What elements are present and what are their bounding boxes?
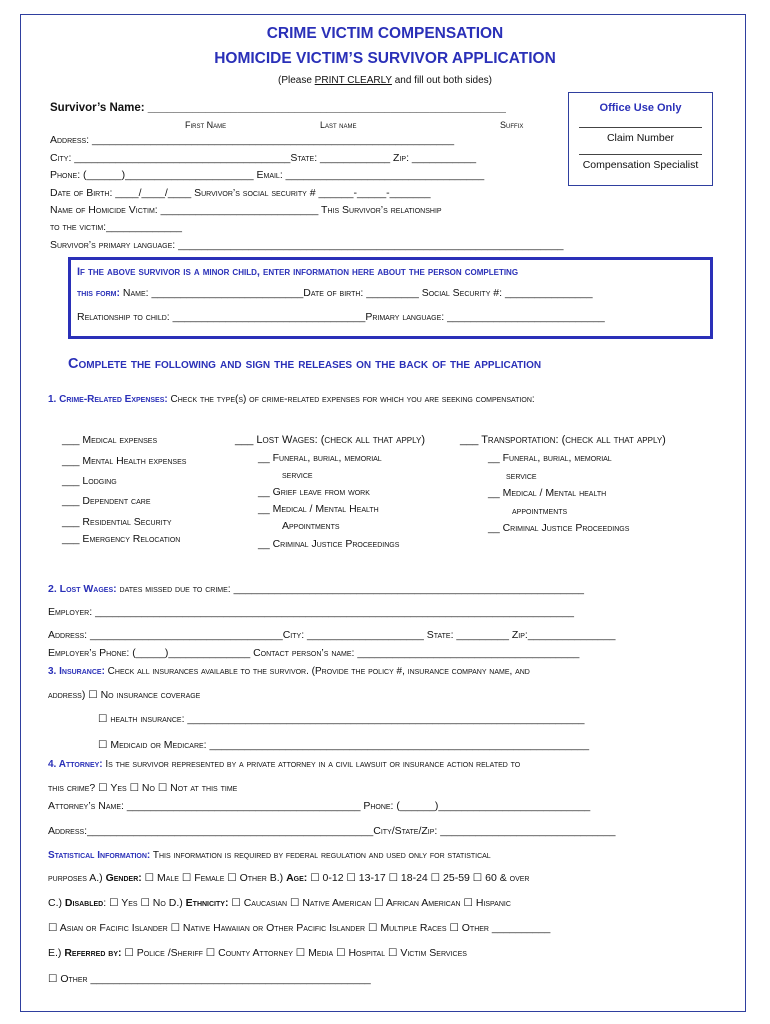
health-insurance-field[interactable]: ☐ health insurance: ____________________________________________________________________ bbox=[98, 713, 585, 725]
expense-transportation[interactable]: ___ Transportation: (check all that apply) bbox=[460, 434, 666, 446]
expense-dependent-care[interactable]: ___ Dependent care bbox=[62, 495, 151, 507]
lost-wages-grief-leave[interactable]: __ Grief leave from work bbox=[258, 486, 370, 498]
office-use-heading: Office Use Only bbox=[599, 102, 682, 114]
specialist-line[interactable] bbox=[579, 154, 702, 155]
disabled-ethnicity-options[interactable]: C.) Disabled: ☐ Yes ☐ No D.) Ethnicity: ☐ Caucasian ☐ Native American ☐ African American ☐ Hispanic bbox=[48, 897, 511, 909]
primary-language-field[interactable]: Survivor’s primary language: __________________________________________________________________ bbox=[50, 239, 564, 251]
lost-wages-funeral-cont: service bbox=[282, 469, 313, 481]
employer-field[interactable]: Employer: __________________________________________________________________________________ bbox=[48, 606, 574, 618]
medicaid-field[interactable]: ☐ Medicaid or Medicare: _________________________________________________________________ bbox=[98, 739, 590, 751]
expense-medical[interactable]: ___ Medical expenses bbox=[62, 434, 158, 446]
section3-insurance-heading: 3. Insurance: Check all insurances available to the survivor. (Provide the policy #, insurance company name, and bbox=[48, 666, 530, 677]
expense-mental-health[interactable]: ___ Mental Health expenses bbox=[62, 455, 187, 467]
relationship-field[interactable]: to the victim:_____________ bbox=[50, 221, 182, 233]
expense-lodging[interactable]: ___ Lodging bbox=[62, 475, 117, 487]
referred-by-options[interactable]: E.) Referred by: ☐ Police /Sheriff ☐ County Attorney ☐ Media ☐ Hospital ☐ Victim Services bbox=[48, 947, 467, 959]
statistical-heading: Statistical Information: This information is required by federal regulation and used only for statistical bbox=[48, 850, 491, 861]
minor-relationship-field[interactable]: Relationship to child: _________________________________Primary language: ___________________________ bbox=[77, 311, 605, 323]
first-name-caption: First Name bbox=[185, 120, 227, 130]
transport-funeral[interactable]: __ Funeral, burial, memorial bbox=[488, 452, 612, 464]
no-insurance-checkbox[interactable]: address) ☐ No insurance coverage bbox=[48, 689, 201, 701]
homicide-victim-field[interactable]: Name of Homicide Victim: ___________________________ This Survivor’s relationship bbox=[50, 204, 442, 216]
lost-wages-medical-cont: Appointments bbox=[282, 520, 340, 532]
section4-attorney-heading: 4. Attorney: Is the survivor represented by a private attorney in a civil lawsuit or insurance action related to bbox=[48, 759, 521, 770]
employer-phone-field[interactable]: Employer’s Phone: (_____)______________ Contact person’s name: ______________________________________ bbox=[48, 647, 580, 659]
transport-criminal-justice[interactable]: __ Criminal Justice Proceedings bbox=[488, 522, 630, 534]
claim-number-line[interactable] bbox=[579, 127, 702, 128]
section2-lost-wages-dates[interactable]: 2. Lost Wages: dates missed due to crime: ____________________________________________________________ bbox=[48, 583, 585, 595]
address-field[interactable]: Address: ______________________________________________________________ bbox=[50, 134, 455, 146]
expense-residential-security[interactable]: ___ Residential Security bbox=[62, 516, 172, 528]
ethnicity-options-2[interactable]: ☐ Asian or Facific Islander ☐ Native Hawaiian or Other Pacific Islander ☐ Multiple Races ☐ Other __________ bbox=[48, 922, 551, 934]
city-state-zip-field[interactable]: City: _____________________________________State: ____________ Zip: ___________ bbox=[50, 152, 477, 164]
lost-wages-criminal-justice[interactable]: __ Criminal Justice Proceedings bbox=[258, 538, 400, 550]
dob-ssn-field[interactable]: Date of Birth: ____/____/____ Survivor’s social security # ______-_____-_______ bbox=[50, 187, 431, 199]
suffix-caption: Suffix bbox=[500, 120, 524, 130]
attorney-address-field[interactable]: Address:_________________________________________________City/State/Zip: ______________________________ bbox=[48, 825, 616, 837]
survivor-name-field[interactable]: Survivor’s Name: ________________________________________________________ bbox=[50, 102, 506, 114]
minor-name-field[interactable]: this form: Name: __________________________Date of birth: _________ Social Security #: _______________ bbox=[77, 287, 593, 299]
form-title: CRIME VICTIM COMPENSATION bbox=[266, 25, 504, 42]
attorney-options[interactable]: this crime? ☐ Yes ☐ No ☐ Not at this time bbox=[48, 782, 238, 794]
expense-lost-wages[interactable]: ___ Lost Wages: (check all that apply) bbox=[235, 434, 425, 446]
form-subtitle-title: HOMICIDE VICTIM’S SURVIVOR APPLICATION bbox=[214, 50, 556, 67]
lost-wages-funeral[interactable]: __ Funeral, burial, memorial bbox=[258, 452, 382, 464]
specialist-label: Compensation Specialist bbox=[582, 159, 699, 171]
transport-medical-cont: appointments bbox=[512, 505, 568, 517]
lost-wages-medical[interactable]: __ Medical / Mental Health bbox=[258, 503, 379, 515]
transport-medical[interactable]: __ Medical / Mental health bbox=[488, 487, 607, 499]
section1-heading: 1. Crime-Related Expenses: Check the type(s) of crime-related expenses for which you are seeking compensation: bbox=[48, 394, 535, 405]
office-use-box bbox=[568, 92, 713, 186]
claim-number-label: Claim Number bbox=[606, 132, 675, 144]
minor-child-heading: If the above survivor is a minor child, enter information here about the person completing bbox=[77, 266, 519, 278]
gender-age-options[interactable]: purposes A.) Gender: ☐ Male ☐ Female ☐ Other B.) Age: ☐ 0-12 ☐ 13-17 ☐ 18-24 ☐ 25-59 ☐ 60 & over bbox=[48, 872, 530, 884]
transport-funeral-cont: service bbox=[506, 470, 537, 482]
expense-emergency-relocation[interactable]: ___ Emergency Relocation bbox=[62, 533, 181, 545]
phone-email-field[interactable]: Phone: (______)______________________ Email: __________________________________ bbox=[50, 169, 485, 181]
complete-heading: Complete the following and sign the releases on the back of the application bbox=[68, 356, 542, 372]
last-name-caption: Last name bbox=[320, 120, 357, 130]
employer-address-field[interactable]: Address: _________________________________City: ____________________ State: _________ Zip:_______________ bbox=[48, 629, 616, 641]
attorney-name-field[interactable]: Attorney’s Name: ________________________________________ Phone: (______)__________________________ bbox=[48, 800, 591, 812]
print-instruction: (Please PRINT CLEARLY and fill out both sides) bbox=[277, 75, 492, 86]
referred-other-field[interactable]: ☐ Other ________________________________________________ bbox=[48, 973, 371, 985]
